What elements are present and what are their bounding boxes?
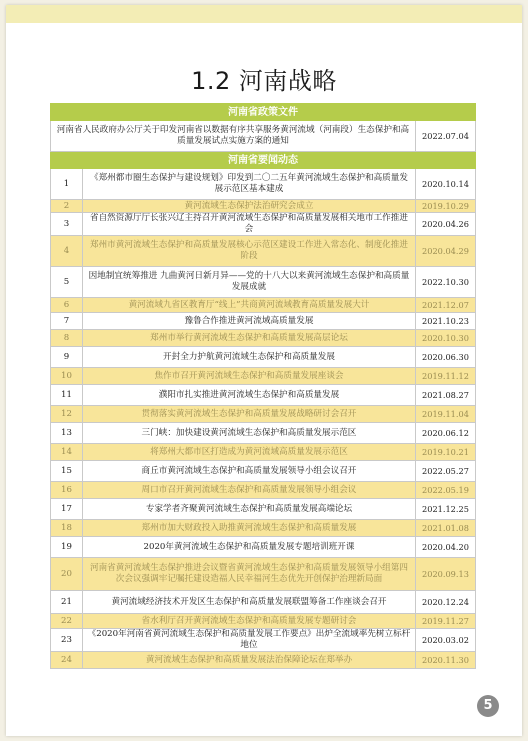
news-row-text: 将郑州大都市区打造成为黄河流域高质量发展示范区 (83, 444, 416, 461)
news-row-date: 2020.06.30 (415, 347, 475, 368)
news-row-date: 2020.03.02 (415, 629, 475, 652)
news-row-text: 濮阳市扎实推进黄河流域生态保护和高质量发展 (83, 385, 416, 406)
news-row-text: 黄河流域九省区教育厅“线上”共商黄河流域教育高质量发展大计 (83, 298, 416, 313)
news-row (51, 298, 476, 313)
news-row (51, 614, 476, 629)
news-row-number: 22 (51, 614, 83, 629)
news-row-date: 2020.04.29 (415, 236, 475, 267)
news-row (51, 423, 476, 444)
news-row-number: 21 (51, 591, 83, 614)
news-row-number: 7 (51, 313, 83, 330)
policy-section-title: 河南省政策文件 (51, 104, 476, 121)
news-row (51, 652, 476, 669)
news-row-number: 2 (51, 200, 83, 213)
news-row-number: 1 (51, 169, 83, 200)
news-row-date: 2021.10.23 (415, 313, 475, 330)
news-row-text: 黄河流域经济技术开发区生态保护和高质量发展联盟筹备工作座谈会召开 (83, 591, 416, 614)
news-row (51, 385, 476, 406)
news-row-text: 因地制宜统筹推进 九曲黄河日新月异——党的十八大以来黄河流域生态保护和高质量发展成就 (83, 267, 416, 298)
news-row-date: 2020.04.20 (415, 537, 475, 558)
news-row-number: 15 (51, 461, 83, 482)
news-row-number: 11 (51, 385, 83, 406)
news-row (51, 169, 476, 200)
news-row (51, 313, 476, 330)
policy-date: 2022.07.04 (415, 121, 475, 152)
news-row (51, 236, 476, 267)
news-row (51, 444, 476, 461)
news-row-date: 2020.04.26 (415, 213, 475, 236)
news-row-text: 焦作市召开黄河流域生态保护和高质量发展座谈会 (83, 368, 416, 385)
strategy-table (50, 103, 476, 669)
news-row-date: 2021.12.07 (415, 298, 475, 313)
news-row (51, 629, 476, 652)
news-row-number: 12 (51, 406, 83, 423)
news-row-text: 省自然资源厅厅长张兴辽主持召开黄河流域生态保护和高质量发展相关地市工作推进会 (83, 213, 416, 236)
news-row-text: 专家学者齐聚黄河流域生态保护和高质量发展高端论坛 (83, 499, 416, 520)
page-number-badge: 5 (477, 695, 499, 717)
news-row-date: 2021.12.25 (415, 499, 475, 520)
news-row-text: 黄河流域生态保护和高质量发展法治保障论坛在郑举办 (83, 652, 416, 669)
news-row (51, 461, 476, 482)
news-row (51, 330, 476, 347)
news-row (51, 213, 476, 236)
news-row-text: 周口市召开黄河流域生态保护和高质量发展领导小组会议 (83, 482, 416, 499)
policy-text: 河南省人民政府办公厅关于印发河南省以数据有序共享服务黄河流域（河南段）生态保护和高质量发展试点实施方案的通知 (51, 121, 416, 152)
news-row-date: 2022.05.19 (415, 482, 475, 499)
news-row (51, 267, 476, 298)
policy-row (51, 121, 476, 152)
news-row (51, 347, 476, 368)
policy-section-header (51, 104, 476, 121)
news-row-number: 3 (51, 213, 83, 236)
news-row (51, 499, 476, 520)
news-row-date: 2022.10.30 (415, 267, 475, 298)
news-row-number: 16 (51, 482, 83, 499)
news-row-date: 2019.10.21 (415, 444, 475, 461)
document-page (6, 5, 522, 736)
news-row-text: 2020年黄河流域生态保护和高质量发展专题培训班开课 (83, 537, 416, 558)
news-row (51, 482, 476, 499)
news-row-text: 豫鲁合作推进黄河流域高质量发展 (83, 313, 416, 330)
news-row-number: 4 (51, 236, 83, 267)
news-row-number: 24 (51, 652, 83, 669)
news-row-text: 郑州市加大财政投入助推黄河流域生态保护和高质量发展 (83, 520, 416, 537)
news-row-date: 2020.11.30 (415, 652, 475, 669)
news-row-text: 《2020年河南省黄河流域生态保护和高质量发展工作要点》出炉全流域率先树立标杆地位 (83, 629, 416, 652)
page-title: 1.2 河南战略 (191, 67, 337, 95)
news-row-text: 郑州市举行黄河流域生态保护和高质量发展高层论坛 (83, 330, 416, 347)
news-row (51, 591, 476, 614)
news-section-title: 河南省要闻动态 (51, 152, 476, 169)
news-row-number: 17 (51, 499, 83, 520)
news-row-text: 贯彻落实黄河流域生态保护和高质量发展战略研讨会召开 (83, 406, 416, 423)
news-row-date: 2020.10.30 (415, 330, 475, 347)
news-row-number: 14 (51, 444, 83, 461)
news-row-number: 20 (51, 558, 83, 591)
news-row-text: 三门峡：加快建设黄河流域生态保护和高质量发展示范区 (83, 423, 416, 444)
news-row-date: 2020.09.13 (415, 558, 475, 591)
news-row-date: 2020.06.12 (415, 423, 475, 444)
news-row-number: 8 (51, 330, 83, 347)
news-row-number: 23 (51, 629, 83, 652)
news-section-header (51, 152, 476, 169)
news-row-date: 2019.11.27 (415, 614, 475, 629)
news-row (51, 368, 476, 385)
news-row-number: 5 (51, 267, 83, 298)
news-row (51, 406, 476, 423)
news-row-text: 开封全力护航黄河流域生态保护和高质量发展 (83, 347, 416, 368)
news-row-text: 郑州市黄河流域生态保护和高质量发展核心示范区建设工作进入常态化、制度化推进阶段 (83, 236, 416, 267)
news-row-number: 9 (51, 347, 83, 368)
news-row-text: 省水利厅召开黄河流域生态保护和高质量发展专题研讨会 (83, 614, 416, 629)
news-row-date: 2021.08.27 (415, 385, 475, 406)
news-row (51, 520, 476, 537)
news-row-date: 2020.12.24 (415, 591, 475, 614)
news-row-date: 2019.10.29 (415, 200, 475, 213)
news-row-text: 黄河流域生态保护法治研究会成立 (83, 200, 416, 213)
news-row-text: 《郑州都市圈生态保护与建设规划》印发到二〇二五年黄河流域生态保护和高质量发展示范区基本建成 (83, 169, 416, 200)
top-color-band (6, 5, 522, 23)
news-row-number: 13 (51, 423, 83, 444)
news-row-text: 商丘市黄河流域生态保护和高质量发展领导小组会议召开 (83, 461, 416, 482)
news-row-text: 河南省黄河流域生态保护推进会议暨省黄河流域生态保护和高质量发展领导小组第四次会议强调牢记嘱托建设造福人民幸福河生态优先开创保护治理新局面 (83, 558, 416, 591)
news-row (51, 558, 476, 591)
news-row-date: 2019.11.04 (415, 406, 475, 423)
news-row-date: 2021.01.08 (415, 520, 475, 537)
news-row-number: 18 (51, 520, 83, 537)
news-row-number: 10 (51, 368, 83, 385)
news-row-date: 2020.10.14 (415, 169, 475, 200)
news-row (51, 537, 476, 558)
news-row-date: 2019.11.12 (415, 368, 475, 385)
news-row-number: 6 (51, 298, 83, 313)
news-row-date: 2022.05.27 (415, 461, 475, 482)
news-row-number: 19 (51, 537, 83, 558)
news-row (51, 200, 476, 213)
